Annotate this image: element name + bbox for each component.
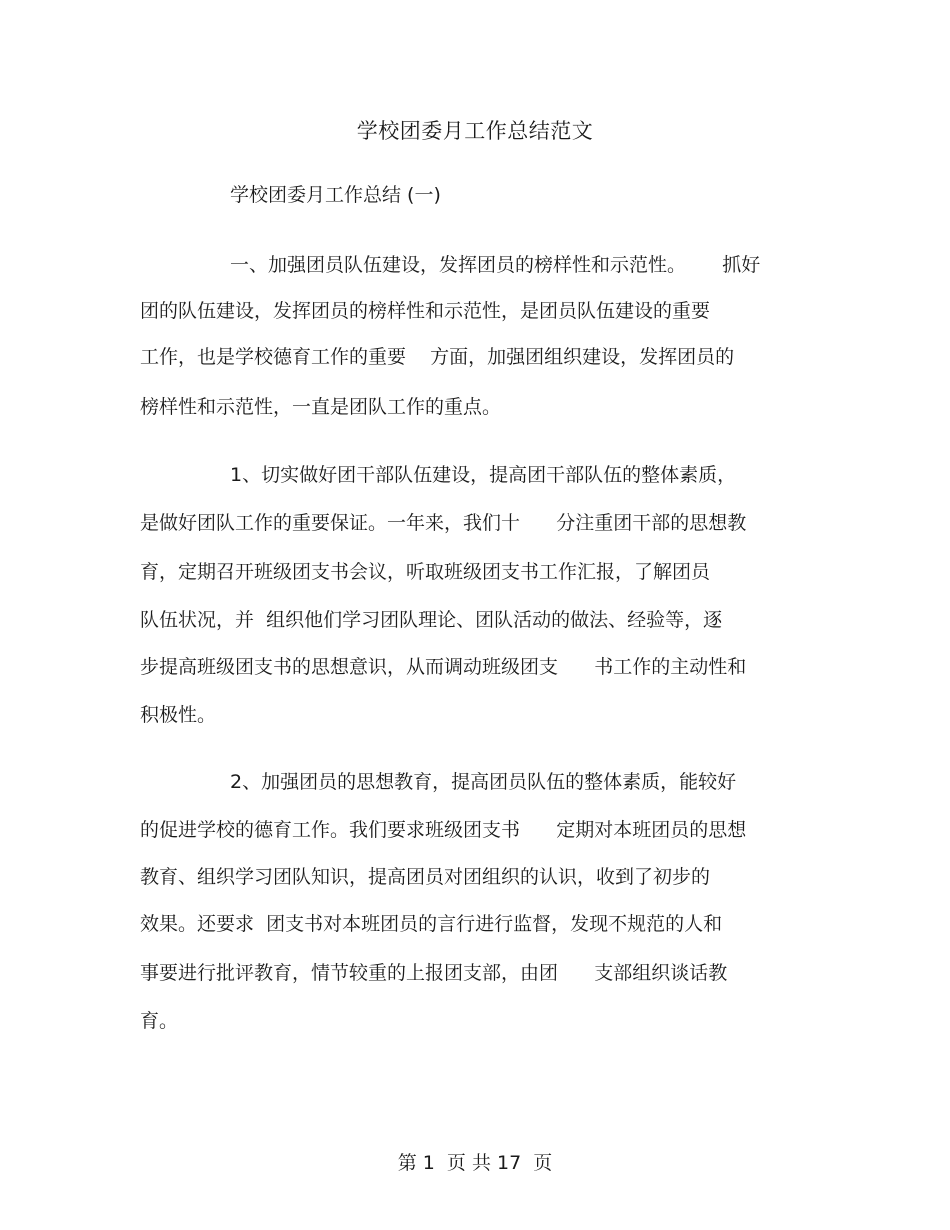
- paragraph-line: 榜样性和示范性，一直是团队工作的重点。: [140, 396, 502, 418]
- paragraph-line: 积极性。: [140, 704, 217, 726]
- paragraph-line: 队伍状况，并 组织他们学习团队理论、团队活动的做法、经验等，逐: [140, 609, 723, 631]
- paragraph-line: 2、加强团员的思想教育，提高团员队伍的整体素质，能较好: [230, 771, 737, 793]
- paragraph-line: 1、切实做好团干部队伍建设，提高团干部队伍的整体素质，: [230, 464, 737, 486]
- document-title: 学校团委月工作总结范文: [356, 119, 594, 143]
- section-heading: 学校团委月工作总结 (一): [230, 184, 441, 206]
- paragraph-line: 教育、组织学习团队知识，提高团员对团组织的认识，收到了初步的: [140, 866, 711, 888]
- paragraph-line: 团的队伍建设，发挥团员的榜样性和示范性，是团员队伍建设的重要: [140, 300, 711, 322]
- paragraph-line: 育，定期召开班级团支书会议，听取班级团支书工作汇报，了解团员: [140, 561, 711, 583]
- page-number-footer: 第 1 页 共 17 页: [397, 1152, 553, 1174]
- paragraph-line: 一、加强团员队伍建设，发挥团员的榜样性和示范性。 抓好: [230, 254, 761, 276]
- paragraph-line: 事要进行批评教育，情节较重的上报团支部，由团 支部组织谈话教: [140, 962, 728, 984]
- paragraph-line: 的促进学校的德育工作。我们要求班级团支书 定期对本班团员的思想: [140, 819, 747, 841]
- paragraph-line: 步提高班级团支书的思想意识，从而调动班级团支 书工作的主动性和: [140, 656, 747, 678]
- paragraph-line: 工作，也是学校德育工作的重要 方面，加强团组织建设，发挥团员的: [140, 346, 735, 368]
- paragraph-line: 育。: [140, 1010, 179, 1032]
- paragraph-line: 是做好团队工作的重要保证。一年来，我们十 分注重团干部的思想教: [140, 512, 747, 534]
- paragraph-line: 效果。还要求 团支书对本班团员的言行进行监督，发现不规范的人和: [140, 913, 723, 935]
